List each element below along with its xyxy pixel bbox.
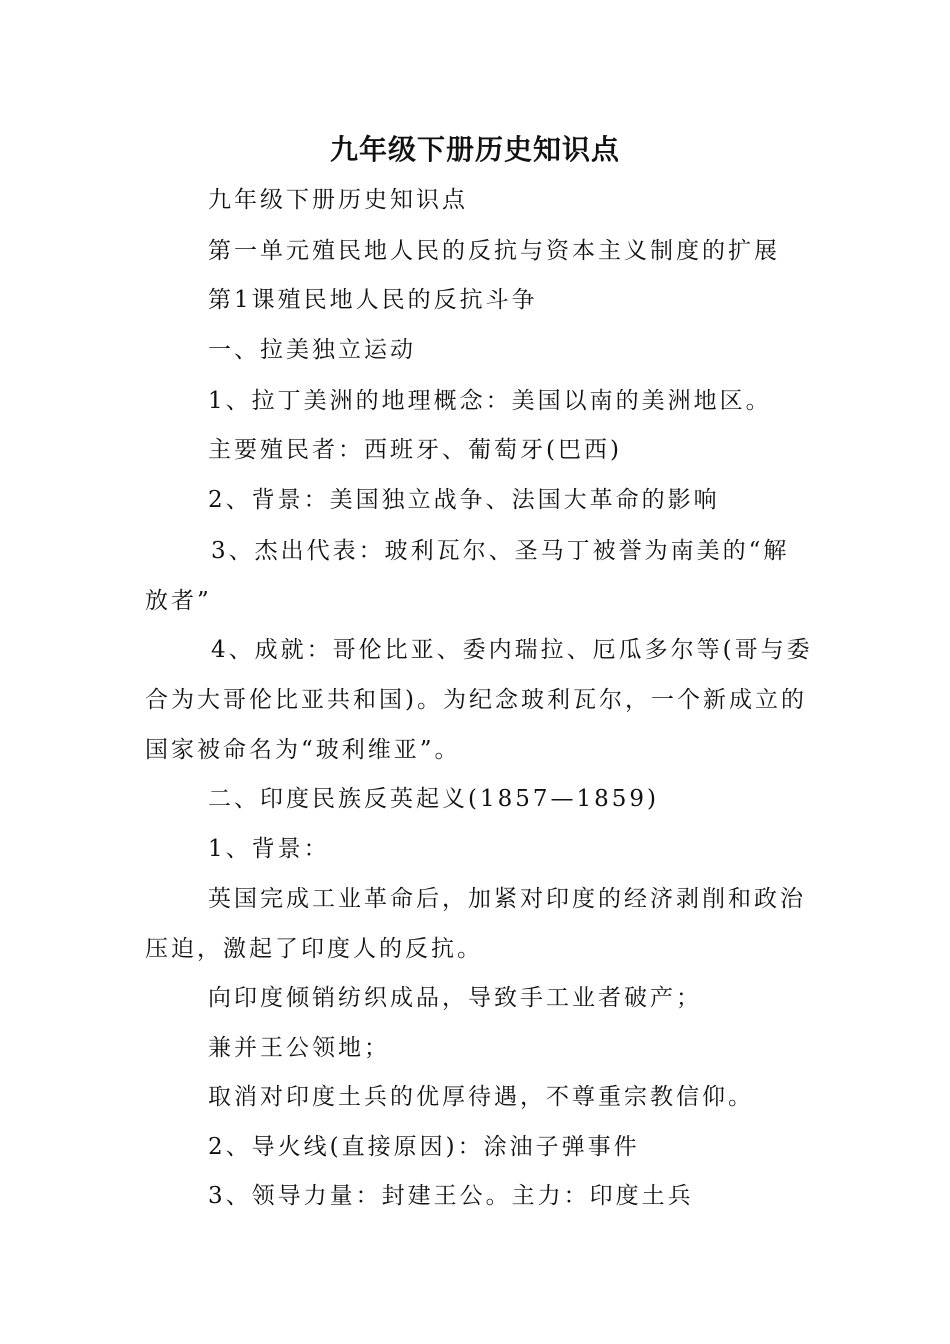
text-line: 压迫，激起了印度人的反抗。 [145,936,483,962]
text-line: 向印度倾销纺织成品，导致手工业者破产； [208,985,702,1011]
text-line: 兼并王公领地； [208,1035,390,1061]
text-line: 放者” [145,588,212,614]
text-line: 合为大哥伦比亚共和国)。为纪念玻利瓦尔，一个新成立的 [145,687,807,713]
text-line: 2、导火线(直接原因)：涂油子弹事件 [208,1134,640,1160]
text-line: 3、杰出代表：玻利瓦尔、圣马丁被誉为南美的“解 [211,538,790,564]
text-line: 英国完成工业革命后，加紧对印度的经济剥削和政治 [208,886,806,912]
lesson-heading: 第1课殖民地人民的反抗斗争 [208,287,538,313]
text-line: 1、背景： [208,836,330,862]
text-line: 3、领导力量：封建王公。主力：印度土兵 [208,1183,694,1209]
unit-heading: 第一单元殖民地人民的反抗与资本主义制度的扩展 [208,238,780,264]
text-line: 1、拉丁美洲的地理概念：美国以南的美洲地区。 [208,388,772,414]
text-line: 国家被命名为“玻利维亚”。 [145,737,461,763]
section-heading: 一、拉美独立运动 [208,337,416,363]
text-line: 取消对印度土兵的优厚待遇，不尊重宗教信仰。 [208,1084,754,1110]
text-line: 2、背景：美国独立战争、法国大革命的影响 [208,487,720,513]
section-heading: 二、印度民族反英起义(1857—1859) [208,786,660,812]
text-line: 4、成就：哥伦比亚、委内瑞拉、厄瓜多尔等(哥与委 [211,637,813,663]
text-line: 九年级下册历史知识点 [208,187,468,213]
text-line: 主要殖民者：西班牙、葡萄牙(巴西) [208,437,622,463]
document-title: 九年级下册历史知识点 [329,133,620,166]
